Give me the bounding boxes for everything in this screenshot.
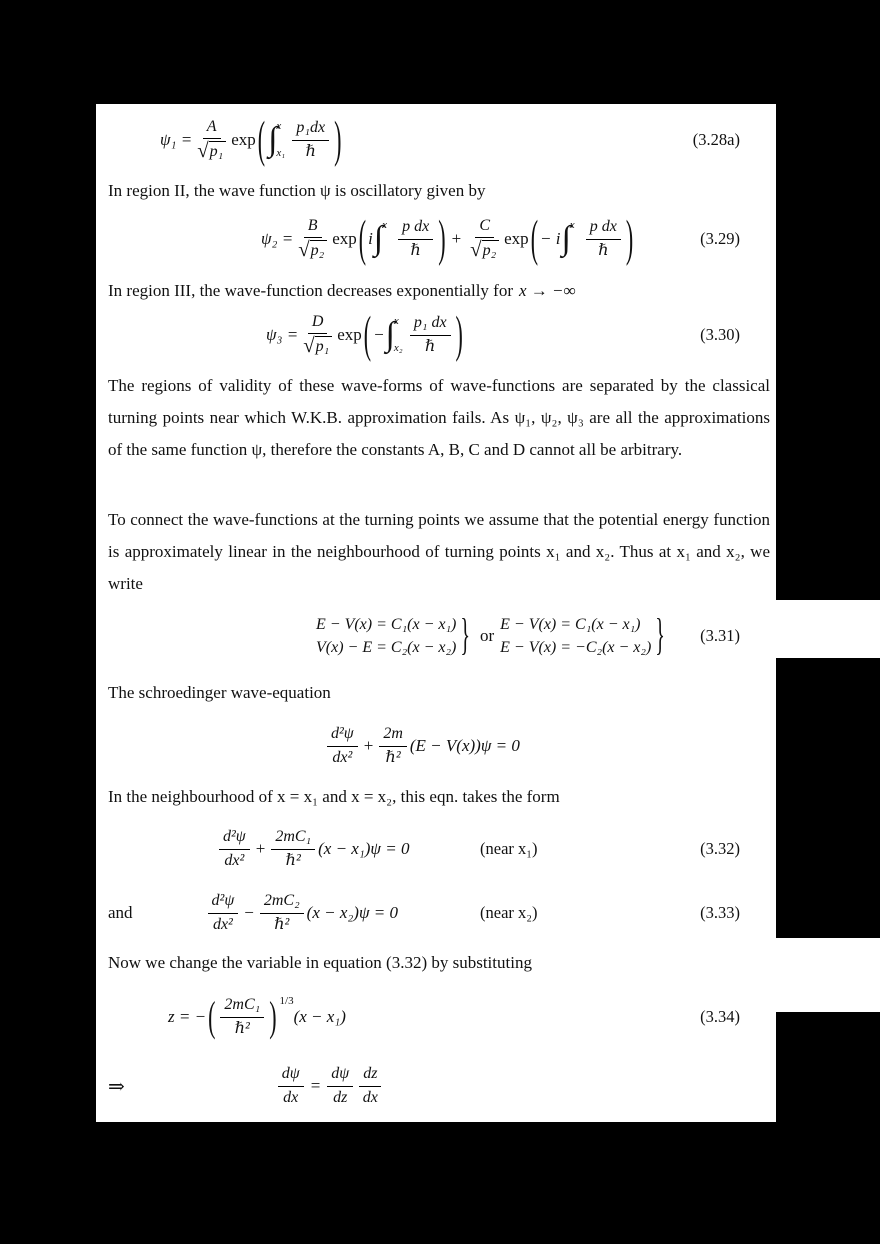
left-paren: ( — [363, 305, 372, 363]
fraction — [271, 828, 315, 870]
exponent: 1/3 — [279, 995, 294, 1007]
fraction-numerator: 2mC₂ — [260, 892, 304, 913]
equation-number: (3.34) — [700, 1007, 740, 1026]
fraction-numerator: p dx — [398, 218, 433, 239]
fraction-denominator — [296, 238, 329, 261]
fraction-denominator: ℏ — [598, 241, 609, 259]
integral-sign: ∫ — [561, 219, 571, 257]
fraction-numerator: p₁ dx — [410, 314, 451, 335]
fraction — [195, 118, 228, 162]
integral-lower-limit: x₂ — [393, 342, 403, 354]
equation-number: (3.33) — [700, 903, 740, 922]
left-paren: ( — [530, 209, 539, 267]
text-region3 — [108, 278, 770, 304]
eq-lhs: z = − — [168, 1007, 207, 1026]
text-region2: In region II, the wave function ψ is oscillatory given by — [108, 181, 486, 200]
right-paren: ) — [438, 209, 446, 267]
radical-sign: √ — [470, 238, 482, 262]
fraction — [219, 828, 250, 870]
plus-operator: + — [451, 229, 462, 248]
square-root — [298, 240, 327, 261]
system-line: E − V(x) = C₁(x − x₁) — [316, 616, 457, 633]
exp-operator: exp — [332, 229, 357, 248]
fraction-denominator: dx — [362, 1088, 378, 1106]
fraction-denominator — [301, 334, 334, 357]
exp-operator: exp — [504, 229, 529, 248]
fraction-denominator: dz — [333, 1088, 348, 1106]
text-substitute: Now we change the variable in equation (3.32) by substituting — [108, 953, 532, 972]
equation-3-29 — [96, 206, 776, 272]
radicand: p₁ — [209, 141, 227, 161]
scan-artifact — [776, 600, 880, 658]
fraction-numerator: B — [304, 217, 322, 238]
fraction — [327, 725, 358, 767]
square-root — [197, 141, 226, 162]
left-paren: ( — [358, 209, 367, 267]
fraction — [220, 996, 264, 1038]
equation-system-1 — [316, 613, 456, 659]
integral-upper-limit: x — [382, 219, 388, 231]
fraction — [410, 314, 451, 356]
fraction-numerator: 2m — [379, 725, 407, 746]
fraction-numerator: dψ — [278, 1065, 304, 1086]
coefficient: i — [368, 229, 373, 248]
implies-symbol: ⇒ — [108, 1075, 125, 1098]
eq-lhs: ψ₂ = — [261, 229, 294, 248]
fraction-numerator: 2mC₁ — [271, 828, 315, 849]
radical-sign: √ — [197, 139, 209, 163]
left-paren: ( — [208, 992, 216, 1040]
paragraph-validity: The regions of validity of these wave-forms of wave-functions are separated by the classical turning points near which W.K.B. approximation fails. As ψ₁, ψ₂, ψ₃ are all the approximations of the same function ψ, therefore the constants A, B, C and D cannot all be arbitrary. — [108, 376, 770, 459]
equation-chain-rule — [96, 1060, 776, 1112]
fraction-numerator: d²ψ — [327, 725, 358, 746]
equation-number: (3.32) — [700, 839, 740, 858]
text-region3-body: In region III, the wave-function decreases exponentially for — [108, 281, 513, 300]
fraction-numerator: d²ψ — [208, 892, 239, 913]
minus-operator: − — [373, 325, 385, 344]
scan-artifact — [776, 938, 880, 1012]
radical-sign: √ — [303, 334, 315, 358]
equation-number: (3.30) — [700, 325, 740, 344]
exp-operator: exp — [337, 325, 362, 344]
fraction-numerator: p dx — [586, 218, 621, 239]
equation-number: (3.28a) — [692, 130, 740, 149]
coefficient: − i — [540, 229, 561, 248]
fraction-denominator: ℏ² — [234, 1019, 250, 1037]
fraction-numerator: dz — [359, 1065, 381, 1086]
text-schroedinger: The schroedinger wave-equation — [108, 683, 331, 702]
fraction-denominator: ℏ² — [274, 915, 290, 933]
fraction-denominator: ℏ — [305, 142, 316, 160]
right-brace: } — [460, 611, 470, 661]
integral-upper-limit: x — [569, 219, 575, 231]
eq-rhs: (x − x₁) — [293, 1007, 346, 1026]
equation-3-30 — [96, 304, 776, 366]
near-annotation: (near x₂) — [480, 903, 538, 922]
system-line: E − V(x) = −C₂(x − x₂) — [500, 639, 652, 656]
and-word: and — [108, 903, 133, 922]
equation-schroedinger — [96, 720, 776, 772]
integral — [561, 220, 581, 258]
document-page — [96, 104, 776, 1122]
minus-operator: − — [244, 903, 254, 922]
eq-lhs: ψ₁ = — [160, 130, 193, 149]
eq-lhs: ψ₃ = — [266, 325, 299, 344]
equation-3-33 — [96, 886, 776, 940]
plus-operator: + — [363, 736, 374, 755]
fraction-denominator: dx² — [332, 748, 353, 766]
fraction — [278, 1065, 304, 1107]
fraction — [296, 217, 329, 261]
limit-expression: x → −∞ — [519, 281, 576, 300]
fraction-numerator: d²ψ — [219, 828, 250, 849]
integral — [374, 220, 394, 258]
right-paren: ) — [455, 305, 463, 363]
integral-upper-limit: x — [276, 120, 282, 132]
fraction-numerator: A — [203, 118, 221, 139]
text-neighbourhood: In the neighbourhood of x = x₁ and x = x₂, this eqn. takes the form — [108, 787, 560, 806]
equation-3-34 — [96, 988, 776, 1046]
integral — [386, 316, 406, 354]
fraction-denominator: ℏ — [425, 337, 436, 355]
fraction — [292, 119, 329, 161]
fraction-denominator: dx² — [212, 915, 233, 933]
integral-sign: ∫ — [268, 120, 278, 158]
fraction — [208, 892, 239, 934]
fraction-denominator — [468, 238, 501, 261]
integral-sign: ∫ — [373, 219, 384, 257]
exp-operator: exp — [231, 130, 256, 149]
fraction-denominator: dx — [283, 1088, 299, 1106]
fraction-numerator: D — [308, 313, 328, 334]
fraction-numerator: dψ — [327, 1065, 353, 1086]
integral-sign: ∫ — [385, 315, 395, 353]
integral-lower-limit: x₁ — [276, 147, 286, 159]
equation-3-31 — [96, 608, 776, 664]
fraction — [301, 313, 334, 357]
or-word: or — [479, 626, 495, 645]
plus-operator: + — [255, 839, 266, 858]
radical-sign: √ — [298, 238, 310, 262]
fraction-numerator: 2mC₁ — [220, 996, 264, 1017]
fraction — [586, 218, 621, 260]
right-brace: } — [655, 611, 665, 661]
fraction — [327, 1065, 353, 1107]
equation-number: (3.29) — [700, 229, 740, 248]
left-paren: ( — [257, 110, 266, 168]
eq-rhs: (x − x₂)ψ = 0 — [306, 903, 398, 922]
fraction-denominator: ℏ² — [285, 851, 301, 869]
near-annotation: (near x₁) — [480, 839, 538, 858]
integral — [268, 121, 288, 159]
radicand: p₁ — [315, 336, 333, 356]
fraction-denominator: dx² — [224, 851, 245, 869]
square-root — [470, 240, 499, 261]
fraction-numerator: p₁dx — [292, 119, 329, 140]
right-paren: ) — [334, 110, 342, 168]
right-paren: ) — [269, 992, 277, 1040]
radicand: p₂ — [482, 240, 500, 260]
fraction-denominator: ℏ — [410, 241, 421, 259]
equation-number: (3.31) — [700, 626, 740, 645]
fraction — [398, 218, 433, 260]
fraction — [260, 892, 304, 934]
paragraph-connect: To connect the wave-functions at the turning points we assume that the potential energy function is approximately linear in the neighbourhood of turning points x₁ and x₂. Thus at x₁ and x₂, we write — [108, 510, 770, 593]
system-line: E − V(x) = C₁(x − x₁) — [500, 616, 641, 633]
equation-3-28a — [96, 110, 776, 170]
eq-rhs: (x − x₁)ψ = 0 — [318, 839, 410, 858]
fraction-denominator — [195, 139, 228, 162]
square-root — [303, 336, 332, 357]
system-line: V(x) − E = C₂(x − x₂) — [316, 639, 457, 656]
fraction — [359, 1065, 381, 1107]
eq-rhs: (E − V(x))ψ = 0 — [409, 736, 520, 755]
radicand: p₂ — [310, 240, 328, 260]
integral-upper-limit: x — [393, 315, 399, 327]
equation-3-32 — [96, 822, 776, 876]
right-paren: ) — [625, 209, 634, 267]
equals-sign: = — [310, 1076, 321, 1095]
equation-system-2 — [500, 613, 651, 659]
fraction — [379, 725, 407, 767]
fraction-denominator: ℏ² — [385, 748, 401, 766]
fraction — [468, 217, 501, 261]
fraction-numerator: C — [475, 217, 494, 238]
